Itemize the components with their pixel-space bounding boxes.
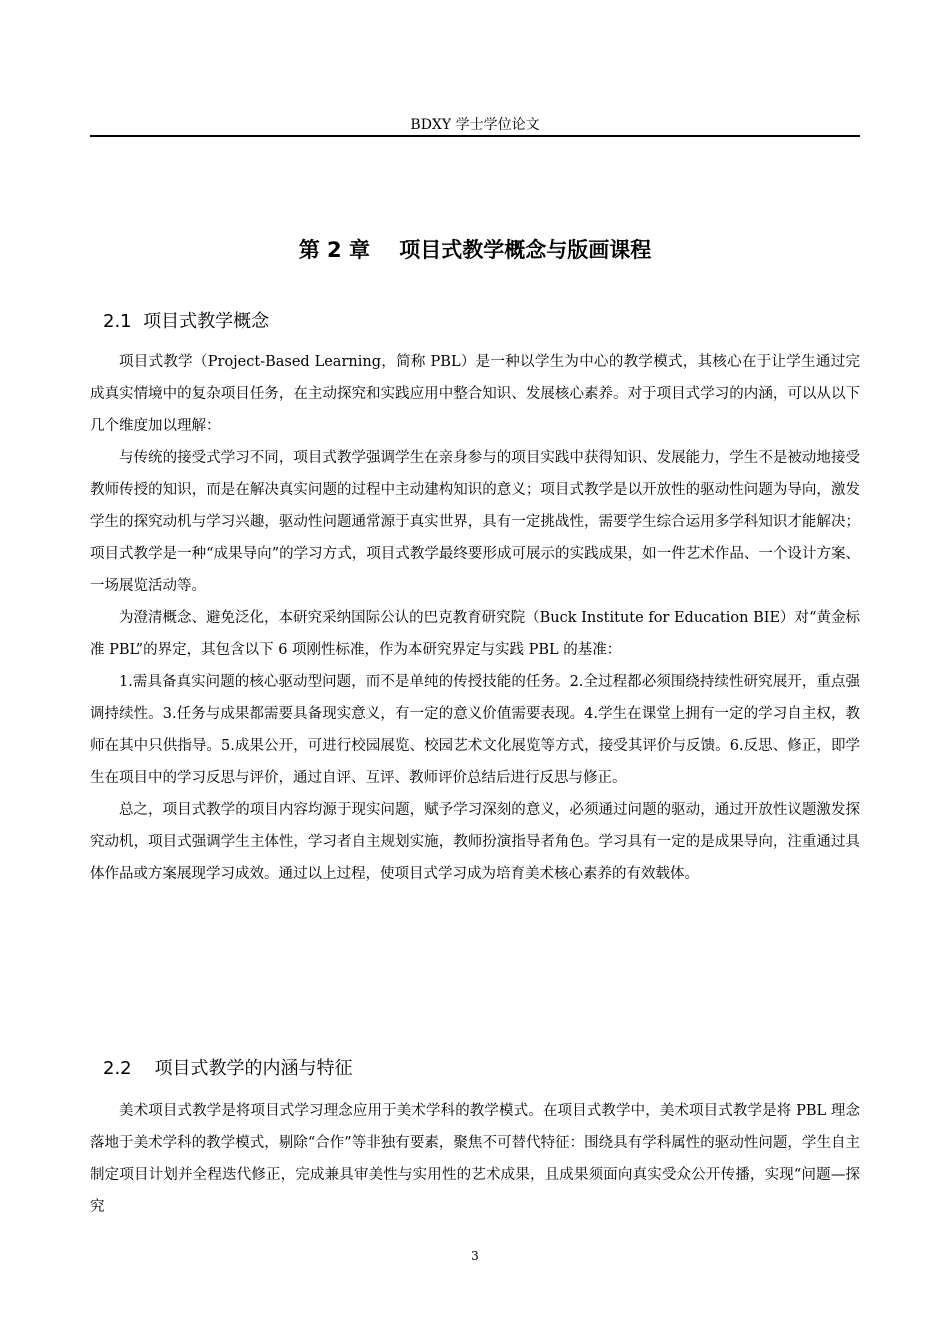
header-rule — [90, 135, 860, 137]
section-2-1-body — [90, 346, 860, 890]
chapter-title: 第 2 章 项目式教学概念与版画课程 — [298, 238, 652, 262]
page-number: 3 — [471, 1249, 479, 1263]
section-2-2-body — [90, 1095, 860, 1223]
paragraph: 项目式教学（Project-Based Learning，简称 PBL）是一种以学生为中心的教学模式，其核心在于让学生通过完成真实情境中的复杂项目任务，在主动探究和实践应用中整合知识、发展核心素养。对于项目式学习的内涵，可以从以下几个维度加以理解： — [90, 354, 860, 434]
paragraph: 总之，项目式教学的项目内容均源于现实问题，赋予学习深刻的意义，必须通过问题的驱动，通过开放性议题激发探究动机，项目式强调学生主体性，学习者自主规划实施，教师扮演指导者角色。学习具有一定的是成果导向，注重通过具体作品或方案展现学习成效。通过以上过程，使项目式学习成为培育美术核心素养的有效载体。 — [90, 802, 860, 882]
paragraph: 为澄清概念、避免泛化，本研究采纳国际公认的巴克教育研究院（Buck Institute for Education BIE）对“黄金标准 PBL”的界定，其包含以下 6 项刚性标准，作为本研究界定与实践 PBL 的基准： — [90, 610, 860, 658]
section-heading-2-1: 2.1 项目式教学概念 — [103, 311, 270, 332]
paragraph: 1.需具备真实问题的核心驱动型问题，而不是单纯的传授技能的任务。2.全过程都必须围绕持续性研究展开，重点强调持续性。3.任务与成果都需要具备现实意义，有一定的意义价值需要表现。4.学生在课堂上拥有一定的学习自主权，教师在其中只供指导。5.成果公开，可进行校园展览、校园艺术文化展览等方式，接受其评价与反馈。6.反思、修正，即学生在项目中的学习反思与评价，通过自评、互评、教师评价总结后进行反思与修正。 — [90, 674, 860, 786]
paragraph: 美术项目式教学是将项目式学习理念应用于美术学科的教学模式。在项目式教学中，美术项目式教学是将 PBL 理念落地于美术学科的教学模式，剔除“合作”等非独有要素，聚焦不可替代特征：围绕具有学科属性的驱动性问题，学生自主制定项目计划并全程迭代修正，完成兼具审美性与实用性的艺术成果，且成果须面向真实受众公开传播，实现“问题—探究 — [90, 1103, 860, 1215]
paragraph: 与传统的接受式学习不同，项目式教学强调学生在亲身参与的项目实践中获得知识、发展能力，学生不是被动地接受教师传授的知识，而是在解决真实问题的过程中主动建构知识的意义；项目式教学是以开放性的驱动性问题为导向，激发学生的探究动机与学习兴趣，驱动性问题通常源于真实世界，具有一定挑战性，需要学生综合运用多学科知识才能解决；项目式教学是一种“成果导向”的学习方式，项目式教学最终要形成可展示的实践成果，如一件艺术作品、一个设计方案、一场展览活动等。 — [90, 450, 860, 594]
running-header: BDXY 学士学位论文 — [410, 117, 540, 133]
section-heading-2-2: 2.2 项目式教学的内涵与特征 — [103, 1058, 353, 1079]
